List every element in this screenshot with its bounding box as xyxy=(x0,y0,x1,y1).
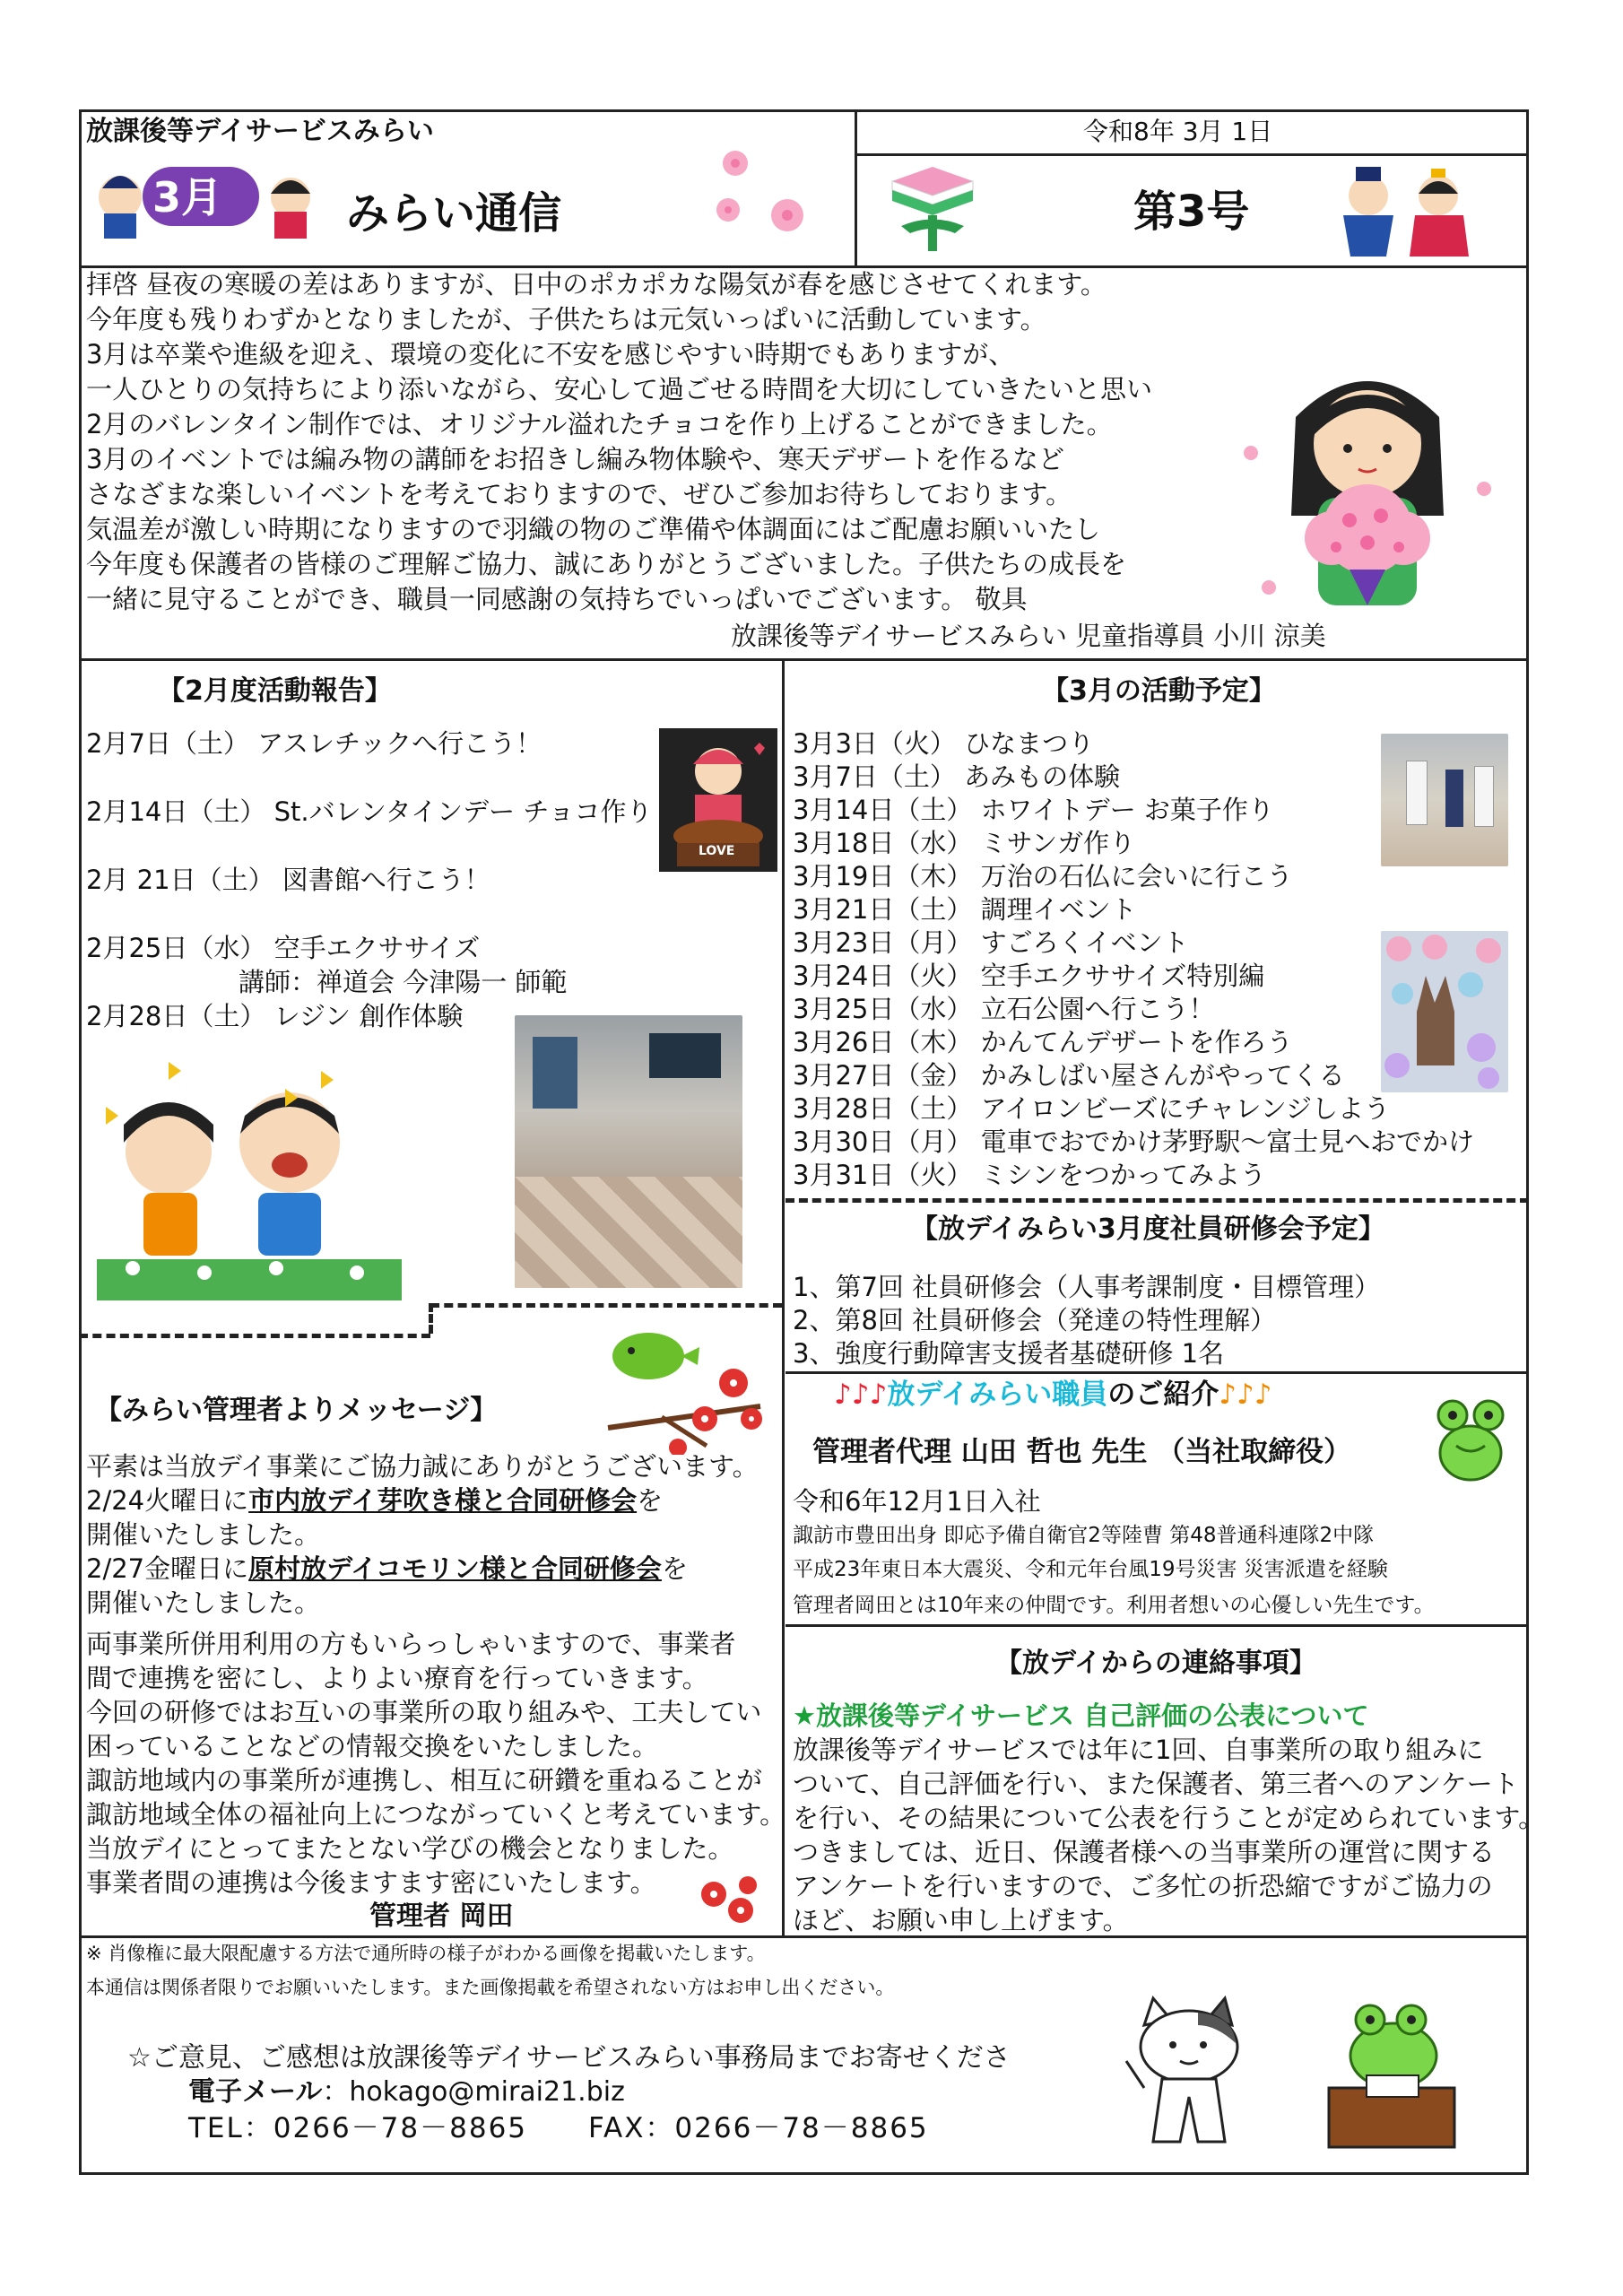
hina-dolls-icon xyxy=(1332,160,1476,264)
training-item: 3、強度行動障害支援者基礎研修 1名 xyxy=(793,1338,1225,1369)
frog-illustration xyxy=(1424,1390,1517,1492)
sakura-icon xyxy=(708,145,816,257)
march-item: 3月3日（火） ひなまつり xyxy=(793,728,1095,759)
staff-joined: 令和6年12月1日入社 xyxy=(793,1486,1041,1517)
march-item: 3月25日（水） 立石公園へ行こう！ xyxy=(793,994,1215,1024)
manager-signature: 管理者 岡田 xyxy=(369,1900,514,1932)
divider xyxy=(785,1624,1529,1627)
march-item: 3月7日（土） あみもの体験 xyxy=(793,761,1121,792)
girl-bouquet-illustration xyxy=(1233,363,1502,618)
staff-intro-title-suffix: のご紹介 xyxy=(1107,1378,1219,1411)
dashed-divider xyxy=(79,1334,430,1338)
music-notes-icon: ♪♪♪ xyxy=(1219,1378,1272,1411)
plum-blossom-icon xyxy=(696,1874,762,1935)
manager-line-prefix: 2/24火曜日に xyxy=(86,1485,249,1516)
hina-badge xyxy=(93,154,326,244)
feb-item: 講師：禅道会 今津陽一 師範 xyxy=(239,967,568,997)
greeting-line: 一緒に見守ることができ、職員一同感謝の気持ちでいっぱいでございます。 敬具 xyxy=(86,584,1028,614)
staff-intro-title-main: 放デイみらい職員 xyxy=(887,1378,1108,1411)
manager-body-line: 当放デイにとってまたとない学びの機会となりました。 xyxy=(86,1833,734,1864)
joint-training-link: 原村放デイコモリン様と合同研修会 xyxy=(248,1553,662,1584)
march-item: 3月26日（木） かんてんデザートを作ろう xyxy=(793,1027,1293,1057)
manager-message-heading: 【みらい管理者よりメッセージ】 xyxy=(95,1395,498,1426)
staff-detail: 管理者岡田とは10年来の仲間です。利用者想いの心優しい先生です。 xyxy=(793,1594,1435,1617)
staff-intro-title xyxy=(834,1378,1272,1412)
month-badge: 3月 xyxy=(152,173,223,222)
divider xyxy=(785,1371,1529,1374)
march-item: 3月30日（月） 電車でおでかけ茅野駅～富士見へおでかけ xyxy=(793,1126,1474,1157)
newsletter-title: みらい通信 xyxy=(346,188,562,239)
march-item: 3月14日（土） ホワイトデー お菓子作り xyxy=(793,795,1274,825)
greeting-line: 3月のイベントでは編み物の講師をお招きし編み物体験や、寒天デザートを作るなど xyxy=(86,444,1064,474)
email-label: 電子メール xyxy=(188,2076,323,2108)
feb-item: 2月 21日（土） 図書館へ行こう！ xyxy=(86,865,490,895)
chocolate-sign: LOVE xyxy=(699,844,735,858)
karate-photo xyxy=(515,1015,742,1288)
music-notes-icon: ♪♪♪ xyxy=(834,1378,888,1411)
manager-body-line: 両事業所併用利用の方もいらっしゃいますので、事業者 xyxy=(86,1629,736,1659)
notice-subheading: ★放課後等デイサービス 自己評価の公表について xyxy=(793,1700,1369,1731)
training-heading: 【放デイみらい3月度社員研修会予定】 xyxy=(911,1213,1385,1245)
march-item: 3月21日（土） 調理イベント xyxy=(793,894,1137,925)
manager-line: 平素は当放デイ事業にご協力誠にありがとうございます。 xyxy=(86,1451,759,1482)
manager-body-line: 諏訪地域全体の福祉向上につながっていくと考えています。 xyxy=(86,1799,786,1830)
greeting-line: 3月は卒業や進級を迎え、環境の変化に不安を感じやすい時期でもありますが、 xyxy=(86,339,1015,370)
divider xyxy=(79,658,1529,661)
hishimochi-icon xyxy=(883,163,982,261)
manager-line: 開催いたしました。 xyxy=(86,1587,321,1618)
feb-item: 2月28日（土） レジン 創作体験 xyxy=(86,1001,464,1031)
manager-line-prefix: 2/27金曜日に xyxy=(86,1553,249,1584)
march-item: 3月18日（水） ミサンガ作り xyxy=(793,828,1136,858)
issue-date: 令和8年 3月 1日 xyxy=(1083,117,1273,146)
dashed-divider xyxy=(430,1303,782,1308)
greeting-line: 一人ひとりの気持ちにより添いながら、安心して過ごせる時間を大切にしていきたいと思い xyxy=(86,374,1153,404)
march-item: 3月27日（金） かみしばい屋さんがやってくる xyxy=(793,1060,1345,1091)
feb-report-heading: 【2月度活動報告】 xyxy=(158,675,392,707)
cat-illustration xyxy=(1117,1989,1261,2154)
dessert-photo xyxy=(1381,931,1508,1092)
march-item: 3月23日（月） すごろくイベント xyxy=(793,927,1189,958)
footer-note: 本通信は関係者限りでお願いいたします。また画像掲載を希望されない方はお申し出ください。 xyxy=(86,1977,895,1998)
notice-line: を行い、その結果について公表を行うことが定められています。 xyxy=(793,1803,1545,1833)
valentine-illustration xyxy=(659,728,777,875)
march-item: 3月19日（木） 万治の石仏に会いに行こう xyxy=(793,861,1293,891)
feedback-request: ☆ご意見、ご感想は放課後等デイサービスみらい事務局までお寄せくださ xyxy=(127,2042,1011,2074)
divider xyxy=(782,658,785,1935)
joint-training-link: 市内放デイ芽吹き様と合同研修会 xyxy=(248,1485,638,1516)
greeting-line: 気温差が激しい時期になりますので羽織の物のご準備や体調面にはご配慮お願いいたし xyxy=(86,514,1101,544)
dashed-divider xyxy=(785,1198,1529,1203)
manager-body-line: 間で連携を密にし、よりよい療育を行っていきます。 xyxy=(86,1663,708,1693)
notice-line: ほど、お願い申し上げます。 xyxy=(793,1905,1129,1935)
march-item: 3月24日（火） 空手エクササイズ特別編 xyxy=(793,961,1265,991)
manager-body-line: 今回の研修ではお互いの事業所の取り組みや、工夫してい xyxy=(86,1697,762,1727)
march-schedule-heading: 【3月の活動予定】 xyxy=(1042,675,1276,707)
bird-plum-illustration xyxy=(599,1320,769,1458)
divider xyxy=(857,153,1529,156)
notice-line: つきましては、近日、保護者様への当事業所の運営に関する xyxy=(793,1837,1496,1867)
org-name: 放課後等デイサービスみらい xyxy=(86,116,434,147)
manager-body-line: 困っていることなどの情報交換をいたしました。 xyxy=(86,1731,659,1761)
manager-line-suffix: を xyxy=(637,1485,664,1516)
training-item: 1、第7回 社員研修会（人事考課制度・目標管理） xyxy=(793,1272,1381,1302)
frog-reading-illustration xyxy=(1311,1989,1472,2154)
tel-number: TEL：0266－78－8865 xyxy=(188,2112,528,2144)
greeting-line: 2月のバレンタイン制作では、オリジナル溢れたチョコを作り上げることができました。 xyxy=(86,409,1113,439)
march-item: 3月31日（火） ミシンをつかってみよう xyxy=(793,1160,1266,1190)
manager-body-line: 諏訪地域内の事業所が連携し、相互に研鑽を重ねることが xyxy=(86,1765,763,1796)
manager-body-line: 事業者間の連携は今後ますます密にいたします。 xyxy=(86,1867,656,1898)
staff-name: 管理者代理 山田 哲也 先生 （当社取締役） xyxy=(812,1436,1352,1468)
divider xyxy=(855,109,857,265)
greeting-line: 拝啓 昼夜の寒暖の差はありますが、日中のポカポカな陽気が春を感じさせてくれます。 xyxy=(86,269,1107,300)
dashed-divider xyxy=(429,1303,433,1334)
feb-item: 2月14日（土） St.バレンタインデー チョコ作り xyxy=(86,796,653,827)
karate-class-photo xyxy=(1381,734,1508,866)
notice-line: 放課後等デイサービスでは年に1回、自事業所の取り組みに xyxy=(793,1735,1484,1765)
greeting-line: さなざまな楽しいイベントを考えておりますので、ぜひご参加お待ちしております。 xyxy=(86,479,1072,509)
greeting-line: 今年度も保護者の皆様のご理解ご協力、誠にありがとうございました。子供たちの成長を xyxy=(86,549,1127,579)
kids-butterfly-illustration xyxy=(97,1053,402,1304)
greeting-line: 今年度も残りわずかとなりましたが、子供たちは元気いっぱいに活動しています。 xyxy=(86,304,1046,335)
greeting-signature: 放課後等デイサービスみらい 児童指導員 小川 涼美 xyxy=(731,621,1326,651)
march-item: 3月28日（土） アイロンビーズにチャレンジしよう xyxy=(793,1093,1391,1124)
training-item: 2、第8回 社員研修会（発達の特性理解） xyxy=(793,1305,1277,1335)
notice-heading: 【放デイからの連絡事項】 xyxy=(995,1648,1316,1679)
staff-detail: 諏訪市豊田出身 即応予備自衛官2等陸曹 第48普通科連隊2中隊 xyxy=(793,1524,1375,1547)
fax-number: FAX：0266－78－8865 xyxy=(588,2112,929,2144)
email-line xyxy=(188,2075,625,2109)
notice-line: ついて、自己評価を行い、また保護者、第三者へのアンケート xyxy=(793,1769,1519,1799)
email-address[interactable]: ：hokago@mirai21.biz xyxy=(322,2076,625,2108)
manager-line-suffix: を xyxy=(661,1553,688,1584)
feb-item: 2月25日（水） 空手エクササイズ xyxy=(86,933,481,963)
manager-line xyxy=(86,1552,688,1586)
issue-number: 第3号 xyxy=(1133,187,1250,237)
feb-item: 2月7日（土） アスレチックへ行こう！ xyxy=(86,728,542,759)
footer-note: ※ 肖像権に最大限配慮する方法で通所時の様子がわかる画像を掲載いたします。 xyxy=(86,1943,766,1964)
manager-line xyxy=(86,1483,663,1518)
notice-line: アンケートを行いますので、ご多忙の折恐縮ですがご協力の xyxy=(793,1871,1493,1901)
staff-detail: 平成23年東日本大震災、令和元年台風19号災害 災害派遣を経験 xyxy=(793,1558,1388,1581)
manager-line: 開催いたしました。 xyxy=(86,1519,321,1550)
